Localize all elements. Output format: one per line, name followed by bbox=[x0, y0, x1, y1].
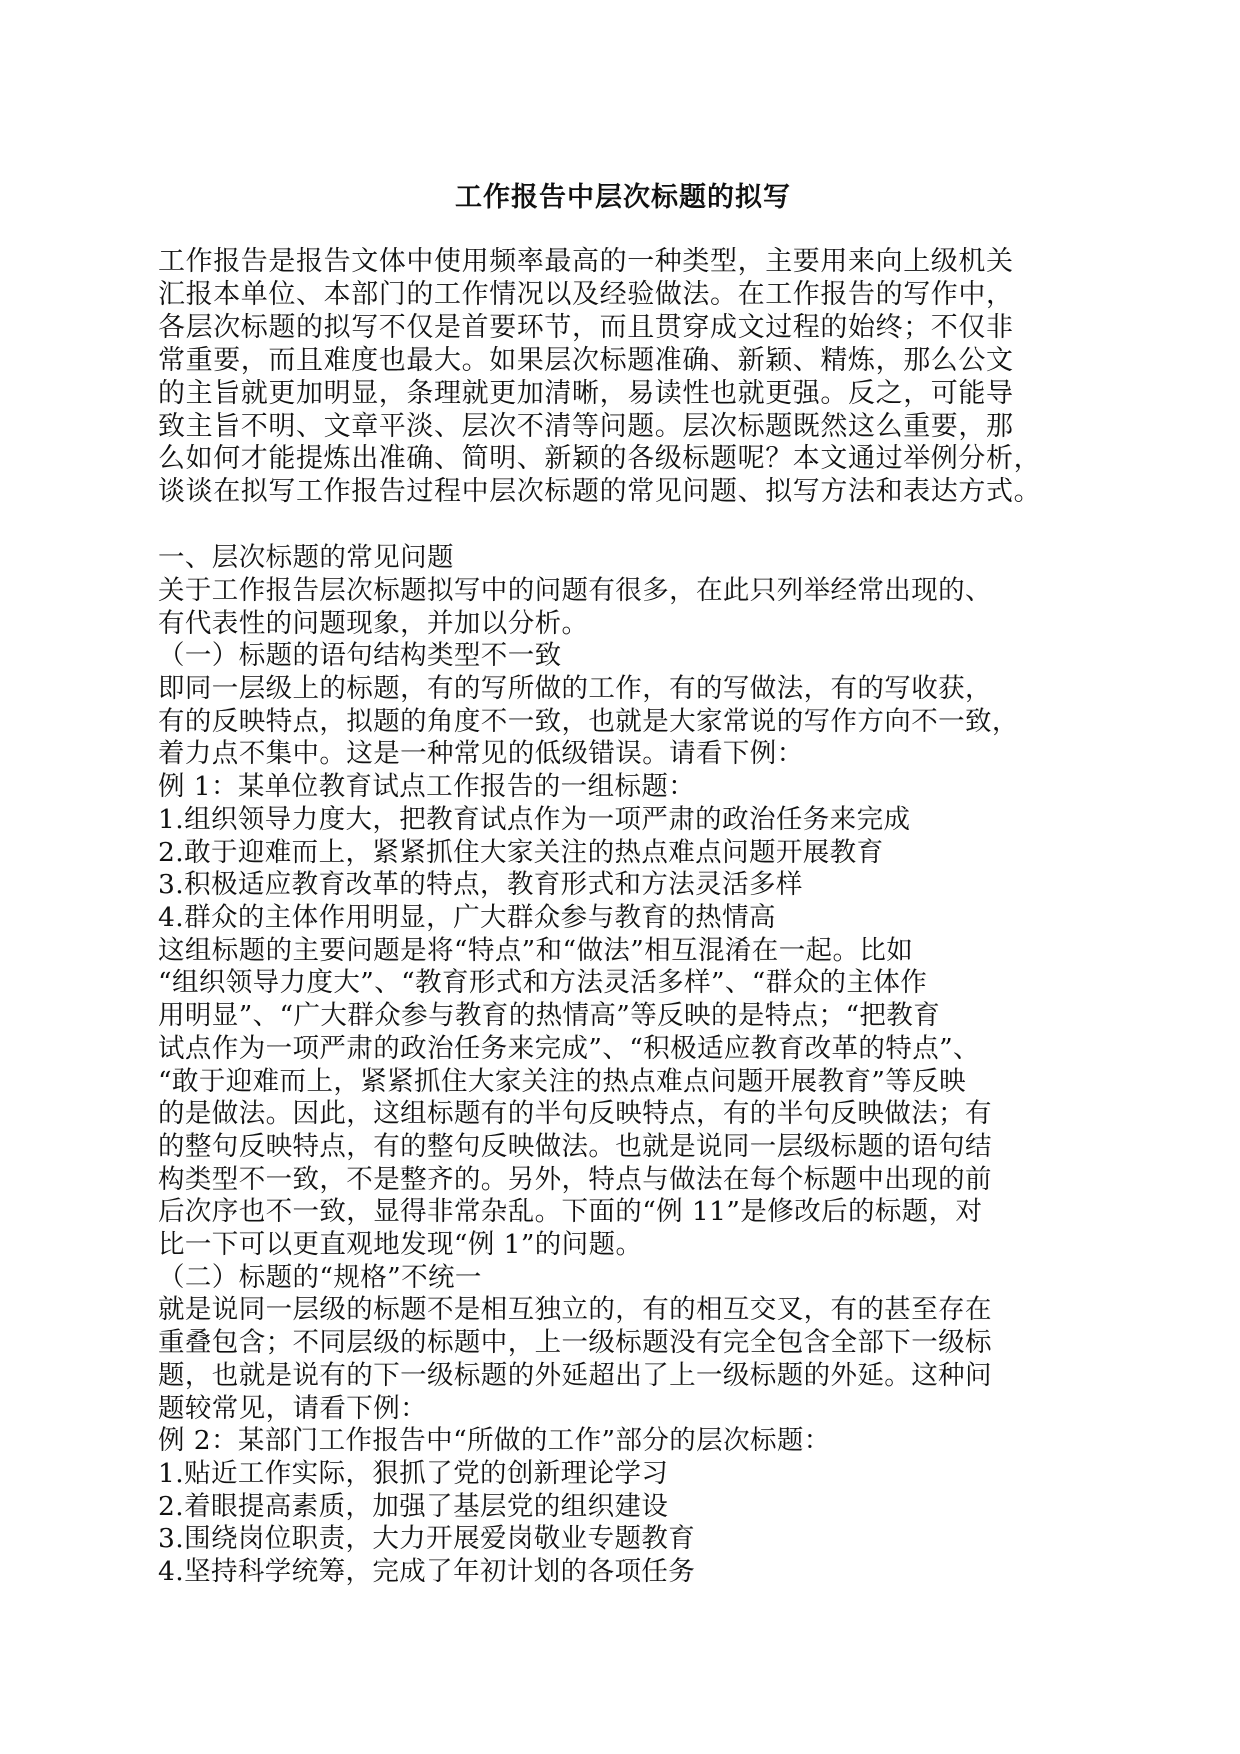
example-label: 例 2：某部门工作报告中“所做的工作”部分的层次标题： bbox=[158, 1425, 831, 1457]
text-line: 题较常见，请看下例： bbox=[158, 1392, 427, 1424]
subsection-heading: （二）标题的“规格”不统一 bbox=[158, 1261, 482, 1293]
text-line: 着力点不集中。这是一种常见的低级错误。请看下例： bbox=[158, 738, 804, 770]
text-line: 汇报本单位、本部门的工作情况以及经验做法。在工作报告的写作中， bbox=[158, 278, 1014, 310]
intro-paragraph bbox=[158, 246, 1088, 509]
text-line: 后次序也不一致，显得非常杂乱。下面的“例 11”是修改后的标题，对 bbox=[158, 1196, 983, 1228]
text-line: 关于工作报告层次标题拟写中的问题有很多，在此只列举经常出现的、 bbox=[158, 574, 992, 606]
text-line: 各层次标题的拟写不仅是首要环节，而且贯穿成文过程的始终；不仅非 bbox=[158, 311, 1014, 343]
paragraph-gap bbox=[158, 509, 1088, 542]
document-page bbox=[158, 170, 1088, 1589]
text-line: 题，也就是说有的下一级标题的外延超出了上一级标题的外延。这种问 bbox=[158, 1359, 992, 1391]
body-text bbox=[158, 542, 1088, 1589]
list-item: 3.围绕岗位职责，大力开展爱岗敬业专题教育 bbox=[158, 1523, 696, 1555]
text-line: 就是说同一层级的标题不是相互独立的，有的相互交叉，有的甚至存在 bbox=[158, 1294, 992, 1326]
text-line: “组织领导力度大”、“教育形式和方法灵活多样”、“群众的主体作 bbox=[158, 967, 928, 999]
subsection-heading: （一）标题的语句结构类型不一致 bbox=[158, 640, 562, 672]
text-line: 有的反映特点，拟题的角度不一致，也就是大家常说的写作方向不一致， bbox=[158, 705, 1019, 737]
text-line: 即同一层级上的标题，有的写所做的工作，有的写做法，有的写收获， bbox=[158, 673, 992, 705]
text-line: “敢于迎难而上，紧紧抓住大家关注的热点难点问题开展教育”等反映 bbox=[158, 1065, 966, 1097]
text-line: 么如何才能提炼出准确、简明、新颖的各级标题呢？本文通过举例分析， bbox=[158, 443, 1042, 475]
text-line: 试点作为一项严肃的政治任务来完成”、“积极适应教育改革的特点”、 bbox=[158, 1032, 980, 1064]
text-line: 有代表性的问题现象，并加以分析。 bbox=[158, 607, 589, 639]
text-line: 重叠包含；不同层级的标题中，上一级标题没有完全包含全部下一级标 bbox=[158, 1327, 992, 1359]
list-item: 4.坚持科学统筹，完成了年初计划的各项任务 bbox=[158, 1556, 696, 1588]
text-line: 比一下可以更直观地发现“例 1”的问题。 bbox=[158, 1229, 643, 1261]
document-title: 工作报告中层次标题的拟写 bbox=[455, 182, 791, 213]
text-line: 致主旨不明、文章平淡、层次不清等问题。层次标题既然这么重要，那 bbox=[158, 410, 1014, 442]
list-item: 2.着眼提高素质，加强了基层党的组织建设 bbox=[158, 1490, 669, 1522]
example-label: 例 1：某单位教育试点工作报告的一组标题： bbox=[158, 771, 696, 803]
list-item: 1.贴近工作实际，狠抓了党的创新理论学习 bbox=[158, 1457, 669, 1489]
text-line: 这组标题的主要问题是将“特点”和“做法”相互混淆在一起。比如 bbox=[158, 934, 914, 966]
text-line: 的主旨就更加明显，条理就更加清晰，易读性也就更强。反之，可能导 bbox=[158, 377, 1014, 409]
list-item: 1.组织领导力度大，把教育试点作为一项严肃的政治任务来完成 bbox=[158, 803, 911, 835]
text-line: 的整句反映特点，有的整句反映做法。也就是说同一层级标题的语句结 bbox=[158, 1130, 992, 1162]
list-item: 3.积极适应教育改革的特点，教育形式和方法灵活多样 bbox=[158, 869, 803, 901]
section-heading: 一、层次标题的常见问题 bbox=[158, 542, 454, 574]
text-line: 的是做法。因此，这组标题有的半句反映特点，有的半句反映做法；有 bbox=[158, 1098, 992, 1130]
list-item: 2.敢于迎难而上，紧紧抓住大家关注的热点难点问题开展教育 bbox=[158, 836, 884, 868]
list-item: 4.群众的主体作用明显，广大群众参与教育的热情高 bbox=[158, 901, 776, 933]
text-line: 常重要，而且难度也最大。如果层次标题准确、新颖、精炼，那么公文 bbox=[158, 344, 1014, 376]
text-line: 用明显”、“广大群众参与教育的热情高”等反映的是特点；“把教育 bbox=[158, 1000, 941, 1032]
text-line: 工作报告是报告文体中使用频率最高的一种类型，主要用来向上级机关 bbox=[158, 246, 1014, 277]
text-line: 构类型不一致，不是整齐的。另外，特点与做法在每个标题中出现的前 bbox=[158, 1163, 992, 1195]
text-line: 谈谈在拟写工作报告过程中层次标题的常见问题、拟写方法和表达方式。 bbox=[158, 476, 1042, 508]
